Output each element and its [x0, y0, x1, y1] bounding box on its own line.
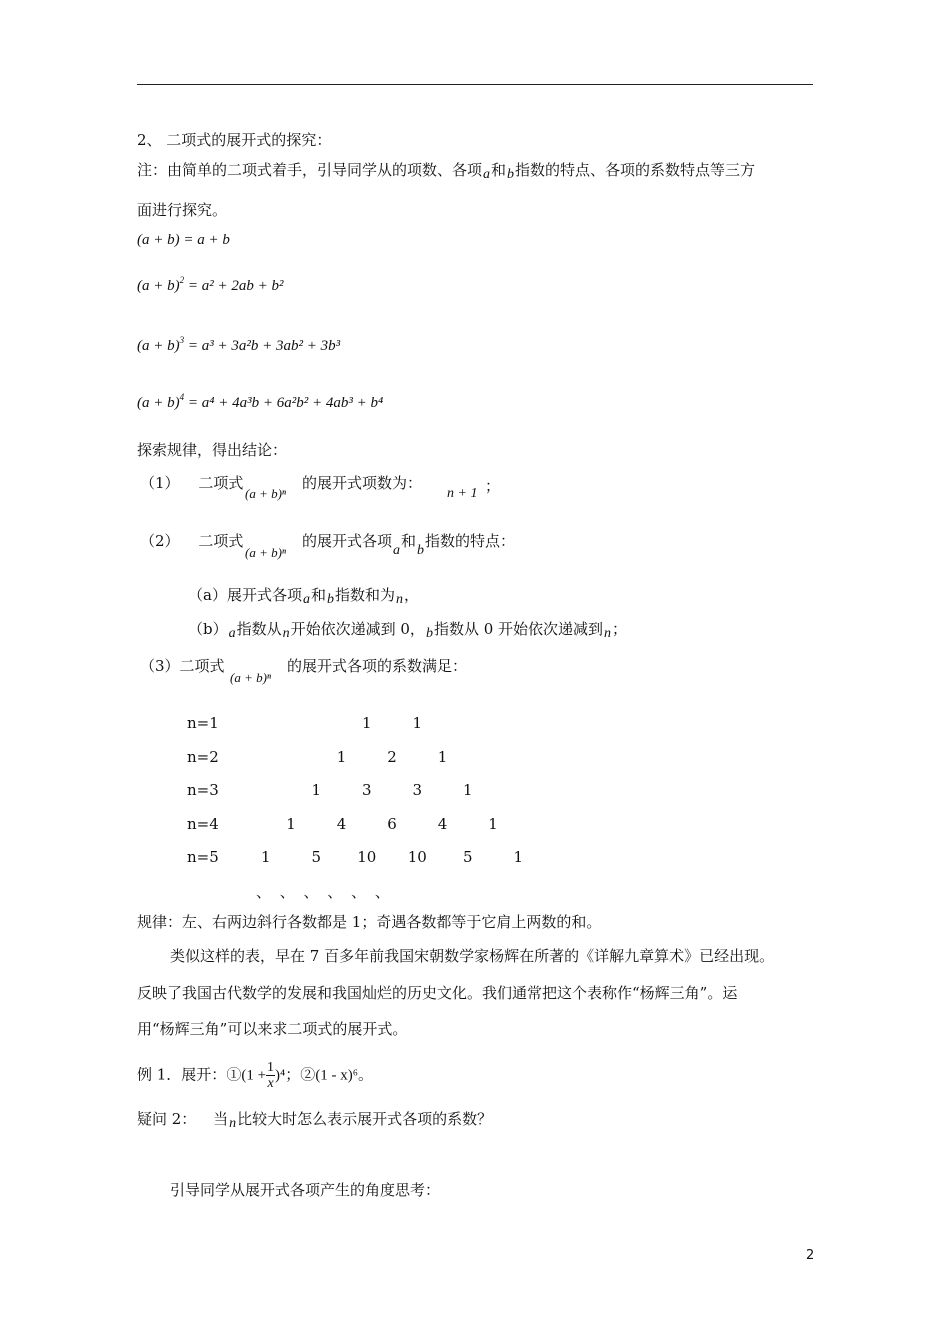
var-a: a	[228, 626, 236, 641]
question-2: 疑问 2： 当n比较大时怎么表示展开式各项的系数？	[137, 1109, 492, 1131]
conclusion-3-text: 的展开式各项的系数满足：	[287, 657, 468, 675]
triangle-coefficient: 1	[361, 714, 372, 732]
triangle-row-label: n=2	[187, 747, 219, 766]
conclusion-2a: （a）展开式各项a和b指数和为n，	[188, 585, 419, 607]
var-a: a	[483, 167, 491, 182]
equation-1: (a + b) = a + b	[137, 232, 230, 248]
triangle-coefficient: 1	[437, 747, 448, 766]
var-n: n	[229, 1116, 237, 1131]
section-title: 2、 二项式的展开式的探究：	[137, 131, 332, 149]
conclusion-1: （1） 二项式	[140, 474, 244, 492]
triangle-coefficient: 4	[437, 814, 448, 833]
var-n: n	[604, 626, 612, 641]
triangle-coefficient: 1	[260, 848, 271, 866]
guide-text: 引导同学从展开式各项产生的角度思考：	[170, 1181, 441, 1199]
conclusion-2-expr: (a + b)ⁿ	[245, 545, 287, 560]
history-paragraph-line-2: 反映了我国古代数学的发展和我国灿烂的历史文化。我们通常把这个表称作“杨辉三角”。运	[137, 984, 738, 1002]
var-b: b	[417, 543, 425, 558]
triangle-coefficient: 10	[357, 848, 377, 866]
triangle-coefficient: 1	[462, 781, 473, 799]
triangle-row-label: n=5	[187, 848, 219, 866]
equation-3: $(a + b)^3 = a^3 + 3a^2b + 3ab^2 + 3b^3$	[137, 335, 341, 354]
triangle-coefficient: 1	[488, 814, 498, 833]
var-a: a	[393, 543, 401, 558]
conclusion-1-text: 的展开式项数为：	[302, 474, 423, 492]
triangle-coefficient: 10	[407, 848, 427, 866]
var-b: b	[326, 592, 334, 607]
fraction-one-over-x: $\frac{1}{x}$	[267, 1060, 275, 1091]
conclusion-3: （3）二项式	[140, 657, 225, 675]
equation-4: $(a + b)^4 = a^4 + 4a^3b + 6a^2b^2 + 4ab^3 + b^4$	[137, 392, 384, 411]
rule-text: 规律：左、右两边斜行各数都是 1；奇遇各数都等于它肩上两数的和。	[137, 913, 602, 931]
conclusion-2: （2） 二项式	[140, 532, 244, 550]
header-rule	[137, 84, 813, 85]
var-a: a	[302, 592, 310, 607]
triangle-ellipsis: 、 、 、 、 、 、	[256, 883, 392, 901]
history-paragraph-line-1: 类似这样的表，早在 7 百多年前我国宋朝数学家杨辉在所著的《详解九章算术》已经出现。	[170, 947, 775, 965]
var-b: b	[507, 167, 515, 182]
equation-2: $(a + b)^2 = a^2 + 2ab + b^2$	[137, 275, 284, 294]
var-b: b	[425, 626, 433, 641]
page-number: 2	[806, 1248, 815, 1263]
triangle-row-label: n=1	[187, 714, 219, 732]
triangle-coefficient: 1	[412, 714, 423, 732]
example-1: 例 1．展开：①(1 + $\frac{1}{x}$ )⁴；②(1 - x)⁶。	[137, 1060, 374, 1091]
triangle-coefficient: 4	[336, 814, 347, 833]
history-paragraph-line-3: 用“杨辉三角”可以来求二项式的展开式。	[137, 1020, 408, 1038]
var-n: n	[396, 592, 403, 607]
triangle-row-label: n=3	[187, 781, 219, 799]
triangle-coefficient: 1	[513, 848, 524, 866]
triangle-coefficient: 3	[361, 781, 372, 799]
conclusion-2b: （b）a指数从n开始依次递减到 0，b指数从 0 开始依次递减到n；	[188, 619, 627, 641]
triangle-coefficient: 6	[387, 814, 397, 833]
var-n: n	[282, 626, 290, 641]
explore-heading: 探索规律，得出结论：	[137, 441, 288, 459]
conclusion-1-expr: (a + b)ⁿ	[245, 486, 287, 501]
triangle-coefficient: 1	[286, 814, 296, 833]
conclusion-1-answer: n + 1	[447, 486, 478, 501]
triangle-coefficient: 3	[412, 781, 423, 799]
triangle-coefficient: 5	[462, 848, 473, 866]
triangle-coefficient: 2	[387, 747, 397, 766]
conclusion-2-text: 的展开式各项a和b指数的特点：	[302, 531, 515, 553]
semicolon: ；	[485, 477, 501, 495]
triangle-coefficient: 5	[311, 848, 322, 866]
note-line-1: 注：由简单的二项式着手，引导同学从的项数、各项a和b指数的特点、各项的系数特点等三方	[137, 160, 755, 182]
conclusion-3-expr: (a + b)ⁿ	[230, 670, 272, 685]
triangle-coefficient: 1	[311, 781, 322, 799]
triangle-row-label: n=4	[187, 814, 219, 833]
triangle-coefficient: 1	[336, 747, 347, 766]
note-line-2: 面进行探究。	[137, 201, 228, 219]
